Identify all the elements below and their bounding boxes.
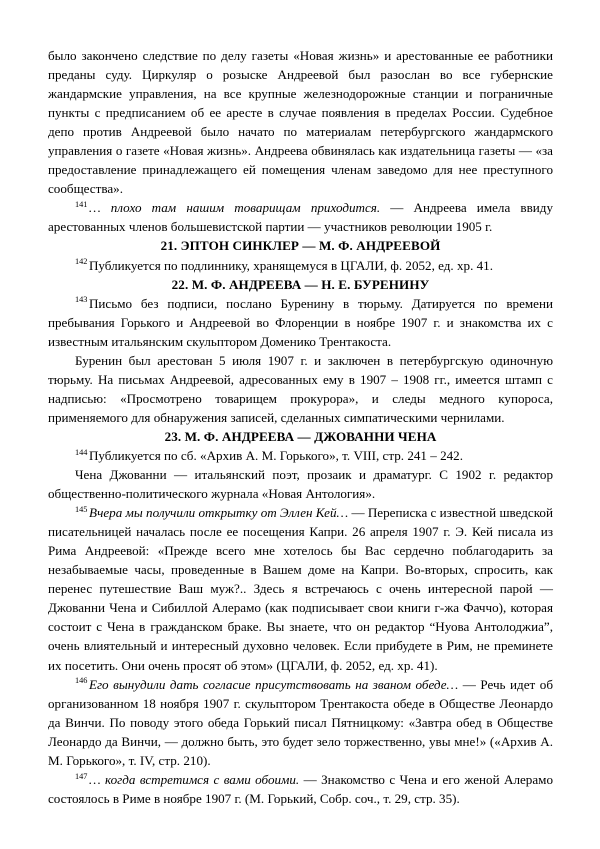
heading-22-andreeva-burenin: 22. М. Ф. АНДРЕЕВА — Н. Е. БУРЕНИНУ [171, 276, 430, 292]
note-144-text: Публикуется по сб. «Архив А. М. Горького», т. VIII, стр. 241 – 242. [88, 447, 463, 463]
note-143 [48, 294, 553, 351]
heading-23-andreeva-cena: 23. М. Ф. АНДРЕЕВА — ДЖОВАННИ ЧЕНА [164, 428, 437, 444]
note-143-text: Письмо без подписи, послано Буренину в тюрьму. Датируется по времени пребывания Горького и Андреевой во Флоренции в ноябре 1907 г. и знакомства их с известным итальянским скульптором Доменико Трентакоста. [48, 295, 553, 349]
note-142-text: Публикуется по подлиннику, хранящемуся в ЦГАЛИ, ф. 2052, ед. хр. 41. [88, 257, 493, 273]
footnote-marker-147: 147 [75, 771, 88, 781]
footnote-marker-143: 143 [75, 295, 88, 305]
paragraph-burenin-arrest: Буренин был арестован 5 июля 1907 г. и заключен в петербургскую одиночную тюрьму. На письмах Андреевой, адресованных ему в 1907 – 1908 гг., имеется штамп с надписью: «Просмотрено товарищем прокурора», и следы медного купороса, применяемого для обнаружения записей, сделанных симпатическими чернилами. [48, 352, 553, 425]
footnote-marker-146: 146 [75, 676, 88, 686]
paragraph-novaya-zhizn-investigation: было закончено следствие по делу газеты «Новая жизнь» и арестованные ее работники преданы суду. Циркуляр о розыске Андреевой был разослан во все губернские жандармские управления, на все крупные железнодорожные станции и пограничные пункты с предписанием об ее аресте в случае появления в пределах России. Судебное депо против Андреевой было начато по материалам петербургского жандармского управления о газете «Новая жизнь». Андреева обвинялась как издательница газеты — «за предоставление принадлежащего ей помещения членам заведомо для нее преступного сообщества». [48, 48, 553, 197]
note-147-text: — Знакомство с Чена и его женой Алерамо состоялось в Риме в ноябре 1907 г. (М. Горький, Собр. соч., т. 29, стр. 35). [48, 771, 553, 806]
note-145-italic-lead: Вчера мы получили открытку от Эллен Кей… [88, 505, 349, 521]
note-146-italic-lead: Его вынудили дать согласие присутствовать на званом обеде… [88, 676, 459, 692]
note-141 [48, 198, 553, 236]
note-146 [48, 675, 553, 770]
footnote-marker-144: 144 [75, 447, 88, 457]
note-144 [48, 446, 553, 465]
note-147 [48, 770, 553, 808]
note-141-text: — Андреева имела ввиду арестованных членов большевистской партии — участников революции 1905 г. [48, 200, 553, 235]
note-142 [48, 256, 553, 275]
heading-21-upton-sinclair: 21. ЭПТОН СИНКЛЕР — М. Ф. АНДРЕЕВОЙ [160, 238, 441, 254]
note-141-italic-lead: … плохо там нашим товарищам приходится. [88, 200, 381, 216]
footnote-marker-141: 141 [75, 200, 88, 210]
footnote-marker-145: 145 [75, 504, 88, 514]
note-147-italic-lead: … когда встретимся с вами обоими. [88, 771, 300, 787]
note-145-text: — Переписка с известной шведской писательницей началась после ее посещения Капри. 26 апреля 1907 г. Э. Кей писала из Рима Андреевой: «Прежде всего мне хотелось бы Вас сердечно поблагодарить за незабываемые часы, проведенные в Вашем доме на Капри. Во-вторых, спросить, как перенес путешествие Ваш муж?.. Здесь я встречаюсь с очень интересной парой — Джованни Чена и Сибиллой Алерамо (как подписывает свои книги г-жа Фаччо), которая состоит с Чена в гражданском браке. Вы знаете, что он редактор “Нуова Антолоджиа”, очень влиятельный и интересный духовно человек. Если прибудете в Рим, не преминете их посетить. Они очень просят об этом» (ЦГАЛИ, ф. 2052, ед. хр. 41). [48, 505, 553, 673]
paragraph-cena-biography: Чена Джованни — итальянский поэт, прозаик и драматург. С 1902 г. редактор общественно-политического журнала «Новая Антология». [48, 467, 553, 502]
note-145 [48, 503, 553, 674]
note-146-text: — Речь идет об организованном 18 ноября 1907 г. скульптором Трентакоста обеде в Обществе Леонардо да Винчи. По поводу этого обеда Горький писал Пятницкому: «Завтра обед в Обществе Леонардо да Винчи, — должно быть, это будет зело торжественно, увы мне!» («Архив А. М. Горького», т. IV, стр. 210). [48, 676, 553, 768]
footnote-marker-142: 142 [75, 257, 88, 267]
